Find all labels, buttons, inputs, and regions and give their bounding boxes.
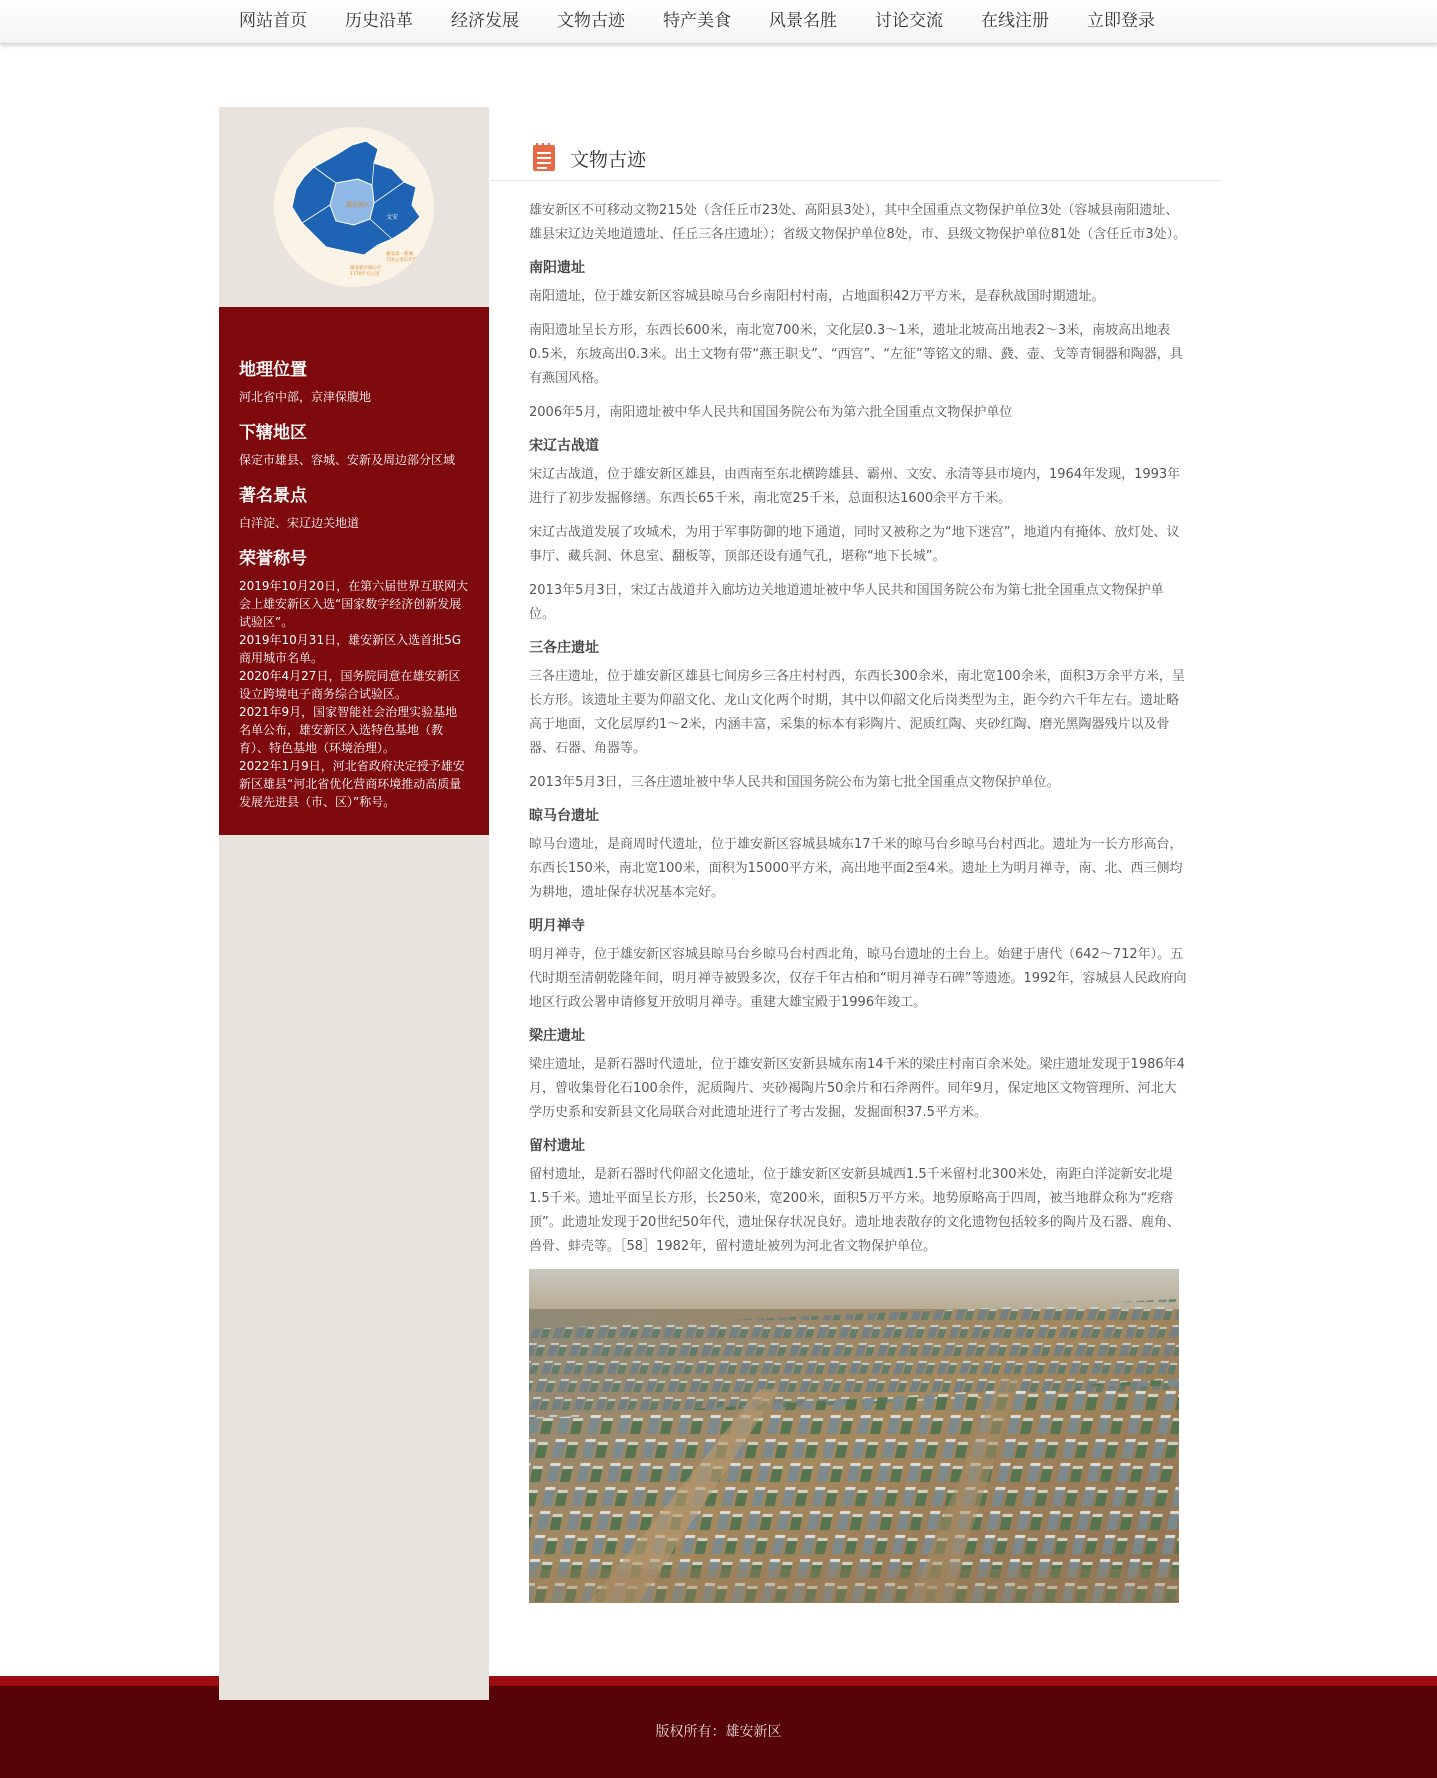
article-body [529, 181, 1187, 1603]
nav-item-login[interactable]: 立即登录 [1087, 11, 1155, 31]
map-note-3: 雄安新区核心区 [350, 266, 382, 271]
intro-paragraph: 雄安新区不可移动文物215处（含任丘市23处、高阳县3处），其中全国重点文物保护单位3处（容城县南阳遗址、雄县宋辽边关地道遗址、任丘三各庄遗址）；省级文物保护单位8处，市、县级文物保护单位81处（含任丘市3处）。 [529, 203, 1187, 242]
map-box [219, 107, 489, 307]
site-paragraph: 梁庄遗址，是新石器时代遗址，位于雄安新区安新县城东南14千米的梁庄村南百余米处。梁庄遗址发现于1986年4月，曾收集骨化石100余件，泥质陶片、夹砂褐陶片50余片和石斧两件。同年9月，保定地区文物管理所、河北大学历史系和安新县文化局联合对此遗址进行了考古发掘，发掘面积37.5平方米。 [529, 1057, 1185, 1120]
honor-item: 2019年10月20日，在第六届世界互联网大会上雄安新区入选“国家数字经济创新发展试验区”。 [239, 579, 469, 629]
copyright-text: 版权所有：雄安新区 [655, 1724, 782, 1740]
honor-item: 2022年1月9日，河北省政府决定授予雄安新区雄县“河北省优化营商环境推动高质量发展先进县（市、区）”称号。 [239, 759, 465, 809]
site-paragraph: 南阳遗址呈长方形，东西长600米，南北宽700米，文化层0.3～1米，遗址北坡高出地表2～3米，南坡高出地表0.5米，东坡高出0.3米。出土文物有带“燕王职戈”、“西宫”、“左征”等铭文的鼎、鼗、壶、戈等青铜器和陶器，具有燕国风格。 [529, 323, 1183, 386]
footer [0, 1686, 1437, 1778]
aerial-city-photo [529, 1269, 1179, 1603]
site-paragraph: 晾马台遗址，是商周时代遗址，位于雄安新区容城县城东17千米的晾马台乡晾马台村西北。遗址为一长方形高台，东西长150米，南北宽100米，面积为15000平方米，高出地平面2至4米。遗址上为明月禅寺，南、北、西三侧均为耕地，遗址保存状况基本完好。 [529, 837, 1183, 900]
nav-list [220, 0, 1437, 44]
nav-item-history[interactable]: 历史沿革 [345, 11, 413, 31]
region-map-image [274, 127, 434, 287]
location-text: 河北省中部，京津保腹地 [239, 390, 372, 404]
top-navigation [0, 0, 1437, 44]
page-title: 文物古迹 [570, 149, 647, 171]
attractions-heading: 著名景点 [239, 486, 307, 506]
site-paragraph: 明月禅寺，位于雄安新区容城县晾马台乡晾马台村西北角，晾马台遗址的土台上。始建于唐代（642～712年）。五代时期至清朝乾隆年间，明月禅寺被毁多次，仅存千年古柏和“明月禅寺石碑”等遗迹。1992年，容城县人民政府向地区行政公署申请修复开放明月禅寺。重建大雄宝殿于1996年竣工。 [529, 947, 1187, 1010]
honor-item: 2020年4月27日，国务院同意在雄安新区设立跨境电子商务综合试验区。 [239, 669, 461, 701]
site-heading-sangezhuang: 三各庄遗址 [529, 640, 599, 656]
site-heading-liangzhuang: 梁庄遗址 [529, 1028, 585, 1044]
site-paragraph: 宋辽古战道，位于雄安新区雄县，由西南至东北横跨雄县、霸州、文安、永清等县市境内，1964年发现，1993年进行了初步发掘修缮。东西长65千米，南北宽25千米，总面积达1600余平方千米。 [529, 467, 1181, 506]
site-heading-liangmatai: 晾马台遗址 [529, 808, 599, 824]
site-paragraph: 2006年5月，南阳遗址被中华人民共和国国务院公布为第六批全国重点文物保护单位 [529, 405, 1013, 420]
nav-item-relics[interactable]: 文物古迹 [557, 11, 625, 31]
nav-item-discussion[interactable]: 讨论交流 [875, 11, 943, 31]
site-paragraph: 留村遗址，是新石器时代仰韶文化遗址，位于雄安新区安新县城西1.5千米留村北300米处，南距白洋淀新安北堤1.5千米。遗址平面呈长方形，长250米，宽200米，面积5万平方米。地势原略高于四周，被当地群众称为“疙瘩顶”。此遗址发现于20世纪50年代，遗址保存状况良好。遗址地表散存的文化遗物包括较多的陶片及石器、鹿角、兽骨、蚌壳等。［58］1982年，留村遗址被列为河北省文物保护单位。 [529, 1167, 1180, 1254]
site-paragraph: 2013年5月3日，三各庄遗址被中华人民共和国国务院公布为第七批全国重点文物保护单位。 [529, 775, 1060, 790]
honor-item: 2021年9月，国家智能社会治理实验基地名单公布，雄安新区入选特色基地（教育）、特色基地（环境治理）。 [239, 705, 458, 755]
nav-item-food[interactable]: 特产美食 [663, 11, 731, 31]
site-heading-liucun: 留村遗址 [529, 1138, 585, 1154]
page-body [0, 44, 1437, 1676]
map-note-1: 雄安第一新城 [386, 252, 413, 257]
footer-accent-bar [0, 1676, 1437, 1686]
attractions-text: 白洋淀、宋辽边关地道 [239, 516, 360, 530]
nav-item-register[interactable]: 在线注册 [981, 11, 1049, 31]
info-panel [219, 307, 489, 835]
site-paragraph: 南阳遗址，位于雄安新区容城县晾马台乡南阳村村南，占地面积42万平方米，是春秋战国时期遗址。 [529, 289, 1105, 304]
map-note-2: 750公里东北部 [386, 258, 418, 263]
main-content [490, 107, 1220, 1603]
honor-item: 2019年10月31日，雄安新区入选首批5G商用城市名单。 [239, 633, 462, 665]
site-paragraph: 三各庄遗址，位于雄安新区雄县七间房乡三各庄村村西，东西长300余米，南北宽100余米，面积3万余平方米，呈长方形。该遗址主要为仰韶文化、龙山文化两个时期，其中以仰韶文化后岗类型为主，距今约六千年左右。遗址略高于地面，文化层厚约1～2米，内涵丰富，采集的标本有彩陶片、泥质红陶、夹砂红陶、磨光黑陶器残片以及骨器、石器、角器等。 [529, 669, 1185, 756]
nav-item-home[interactable]: 网站首页 [239, 11, 307, 31]
site-heading-nanyang: 南阳遗址 [529, 260, 585, 276]
site-heading-mingyue: 明月禅寺 [529, 918, 585, 934]
site-paragraph: 宋辽古战道发展了攻城术，为用于军事防御的地下通道，同时又被称之为“地下迷宫”，地道内有掩体、放灯处、议事厅、藏兵洞、休息室、翻板等，顶部还设有通气孔，堪称“地下长城”。 [529, 525, 1180, 564]
nav-item-scenery[interactable]: 风景名胜 [769, 11, 837, 31]
location-heading: 地理位置 [239, 360, 307, 380]
map-label-city: 雄安新区 [346, 202, 371, 209]
notepad-icon [533, 143, 555, 171]
map-label-side: 文安 [386, 214, 399, 221]
honors-heading: 荣誉称号 [239, 549, 307, 569]
site-paragraph: 2013年5月3日，宋辽古战道并入廊坊边关地道遗址被中华人民共和国国务院公布为第七批全国重点文物保护单位。 [529, 583, 1164, 622]
districts-heading: 下辖地区 [239, 423, 307, 443]
sidebar [219, 107, 489, 1700]
nav-item-economy[interactable]: 经济发展 [451, 11, 519, 31]
map-note-4: 1770平方公里 [350, 272, 380, 277]
site-heading-songliao: 宋辽古战道 [529, 438, 599, 454]
section-title-bar [490, 107, 1220, 181]
honors-list [239, 577, 469, 811]
districts-text: 保定市雄县、容城、安新及周边部分区域 [239, 453, 456, 467]
